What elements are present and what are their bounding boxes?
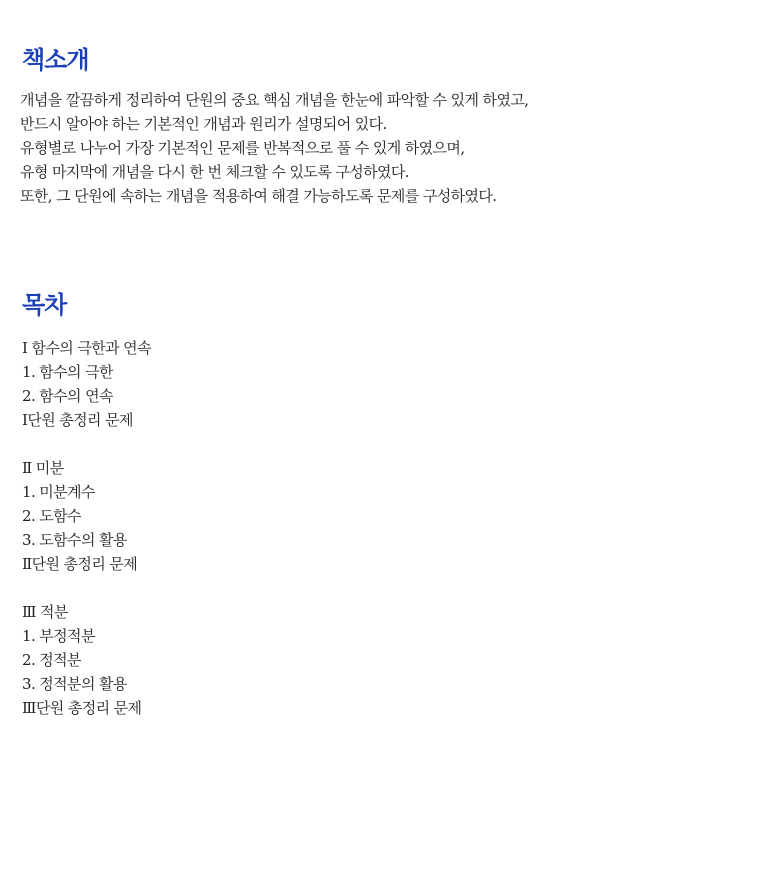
toc-list	[20, 336, 760, 720]
chapter-heading: Ⅲ 적분	[22, 603, 68, 621]
chapter-heading: Ⅱ 미분	[22, 459, 64, 477]
toc-item: 1. 함수의 극한	[22, 363, 113, 381]
toc-item: 3. 정적분의 활용	[22, 675, 127, 693]
toc-title: 목차	[22, 291, 67, 319]
intro-line: 또한, 그 단원에 속하는 개념을 적용하여 해결 가능하도록 문제를 구성하였다.	[20, 187, 497, 205]
table-of-contents-section	[20, 289, 760, 720]
chapter-review: Ⅰ단원 총정리 문제	[22, 411, 133, 429]
toc-item: 3. 도함수의 활용	[22, 531, 127, 549]
intro-line: 반드시 알아야 하는 기본적인 개념과 원리가 설명되어 있다.	[20, 115, 387, 133]
intro-line: 유형 마지막에 개념을 다시 한 번 체크할 수 있도록 구성하였다.	[20, 163, 409, 181]
toc-item: 1. 부정적분	[22, 627, 95, 645]
chapter-spacer	[22, 576, 760, 600]
chapter-review: Ⅲ단원 총정리 문제	[22, 699, 142, 717]
toc-item: 2. 정적분	[22, 651, 81, 669]
toc-item: 1. 미분계수	[22, 483, 95, 501]
toc-item: 2. 도함수	[22, 507, 81, 525]
book-intro-title: 책소개	[22, 46, 89, 74]
intro-line: 개념을 깔끔하게 정리하여 단원의 중요 핵심 개념을 한눈에 파악할 수 있게 하였고,	[20, 91, 529, 109]
chapter-spacer	[22, 432, 760, 456]
book-intro-text	[20, 88, 760, 208]
toc-item: 2. 함수의 연속	[22, 387, 113, 405]
book-intro-section	[20, 44, 760, 208]
intro-line: 유형별로 나누어 가장 기본적인 문제를 반복적으로 풀 수 있게 하였으며,	[20, 139, 465, 157]
chapter-review: Ⅱ단원 총정리 문제	[22, 555, 138, 573]
chapter-heading: Ⅰ 함수의 극한과 연속	[22, 339, 151, 357]
